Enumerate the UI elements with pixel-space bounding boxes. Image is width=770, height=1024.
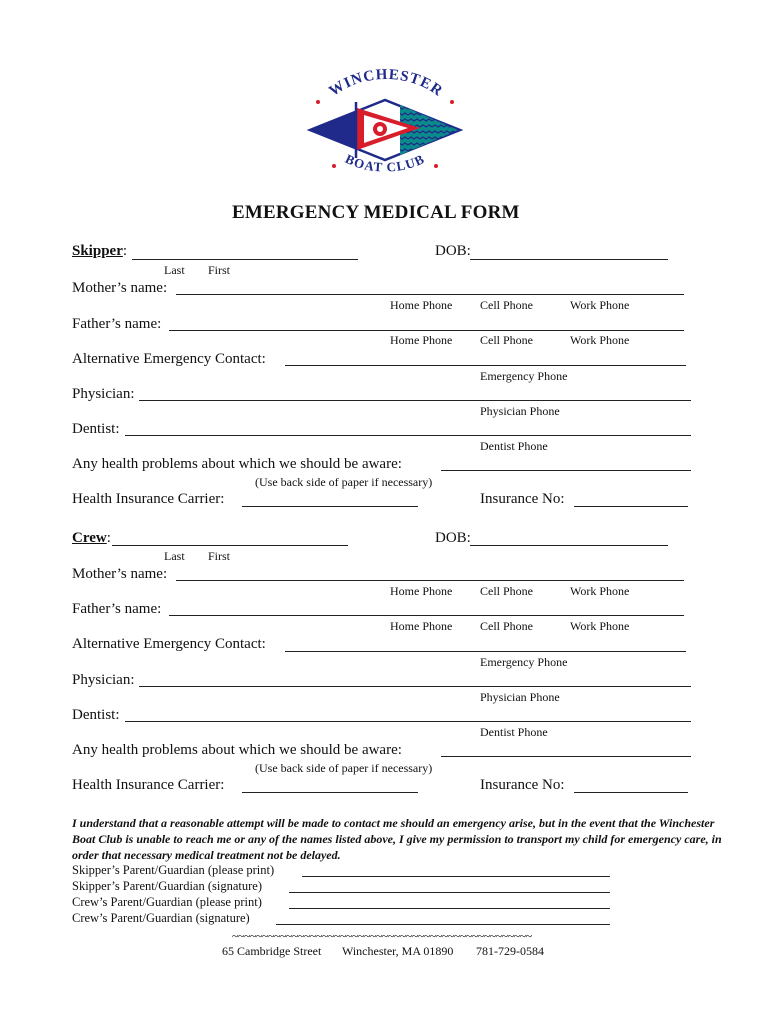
skipper-dentist-phone-label: Dentist Phone [480, 439, 548, 453]
logo-top-text: WINCHESTER [326, 66, 446, 100]
crew-father-label: Father’s name: [72, 601, 162, 617]
skipper-heading-row [72, 243, 127, 260]
crew-sign-field[interactable] [276, 924, 610, 925]
crew-mother-work-phone: Work Phone [570, 584, 630, 598]
skipper-first-label: First [208, 263, 231, 277]
skipper-back-side-note: (Use back side of paper if necessary) [255, 475, 433, 489]
skipper-father-work-phone: Work Phone [570, 333, 630, 347]
crew-colon: : [106, 530, 111, 546]
footer-city: Winchester, MA 01890 [342, 944, 454, 958]
crew-first-label: First [208, 549, 231, 563]
skipper-physician-label: Physician: [72, 386, 135, 402]
skipper-insurance-carrier-label: Health Insurance Carrier: [72, 491, 225, 507]
footer-divider: ~~~~~~~~~~~~~~~~~~~~~~~~~~~~~~~~~~~~~~~~~~~~~~~~~~ [232, 929, 532, 943]
skipper-dob-label: DOB: [435, 243, 471, 259]
skipper-last-label: Last [164, 263, 185, 277]
skipper-alt-contact-field[interactable] [285, 365, 686, 366]
skipper-father-cell-phone: Cell Phone [480, 333, 533, 347]
crew-mother-home-phone: Home Phone [390, 584, 453, 598]
skipper-alt-contact-label: Alternative Emergency Contact: [72, 351, 266, 367]
skipper-physician-field[interactable] [139, 400, 691, 401]
skipper-mother-field[interactable] [176, 294, 684, 295]
skipper-heading: Skipper [72, 243, 123, 259]
skipper-mother-work-phone: Work Phone [570, 298, 630, 312]
crew-print-label: Crew’s Parent/Guardian (please print) [72, 895, 262, 909]
skipper-father-label: Father’s name: [72, 316, 162, 332]
skipper-health-problems-field[interactable] [441, 470, 691, 471]
footer-street: 65 Cambridge Street [222, 944, 322, 958]
crew-father-cell-phone: Cell Phone [480, 619, 533, 633]
crew-insurance-no-label: Insurance No: [480, 777, 565, 793]
footer-phone: 781-729-0584 [476, 944, 544, 958]
skipper-physician-phone-label: Physician Phone [480, 404, 560, 418]
skipper-mother-home-phone: Home Phone [390, 298, 453, 312]
crew-dob-field[interactable] [470, 545, 668, 546]
skipper-father-field[interactable] [169, 330, 684, 331]
crew-insurance-carrier-field[interactable] [242, 792, 418, 793]
crew-mother-cell-phone: Cell Phone [480, 584, 533, 598]
skipper-dob-field[interactable] [470, 259, 668, 260]
crew-insurance-no-field[interactable] [574, 792, 688, 793]
svg-text:WINCHESTER [326, 67, 445, 100]
skipper-health-problems-label: Any health problems about which we should be aware: [72, 456, 402, 472]
crew-dentist-field[interactable] [125, 721, 691, 722]
crew-last-label: Last [164, 549, 185, 563]
crew-insurance-carrier-label: Health Insurance Carrier: [72, 777, 225, 793]
crew-heading: Crew [72, 530, 107, 546]
crew-physician-phone-label: Physician Phone [480, 690, 560, 704]
skipper-insurance-no-label: Insurance No: [480, 491, 565, 507]
skipper-colon: : [122, 243, 128, 259]
skipper-insurance-no-field[interactable] [574, 506, 688, 507]
skipper-mother-cell-phone: Cell Phone [480, 298, 533, 312]
skipper-sign-label: Skipper’s Parent/Guardian (signature) [72, 879, 262, 893]
crew-dob-label: DOB: [435, 530, 471, 546]
crew-heading-row [72, 530, 111, 547]
club-logo [300, 58, 470, 188]
skipper-dentist-field[interactable] [125, 435, 691, 436]
crew-name-field[interactable] [112, 545, 348, 546]
skipper-name-field[interactable] [132, 259, 358, 260]
crew-sign-label: Crew’s Parent/Guardian (signature) [72, 911, 250, 925]
crew-mother-label: Mother’s name: [72, 566, 168, 582]
skipper-print-field[interactable] [302, 876, 610, 877]
crew-alt-contact-label: Alternative Emergency Contact: [72, 636, 266, 652]
permission-statement: I understand that a reasonable attempt will be made to contact me should an emergency arise, but in the event that the Winchester Boat Club is unable to reach me or any of the names listed above, I give my permission to transport my child for emergency care, in order that necessary medical treatment not be delayed. [72, 816, 722, 862]
crew-physician-field[interactable] [139, 686, 691, 687]
crew-father-home-phone: Home Phone [390, 619, 453, 633]
skipper-mother-label: Mother’s name: [72, 280, 168, 296]
crew-physician-label: Physician: [72, 672, 135, 688]
crew-health-problems-label: Any health problems about which we should be aware: [72, 742, 402, 758]
crew-father-work-phone: Work Phone [570, 619, 630, 633]
skipper-dentist-label: Dentist: [72, 421, 120, 437]
skipper-sign-field[interactable] [289, 892, 610, 893]
crew-print-field[interactable] [289, 908, 610, 909]
crew-emergency-phone-label: Emergency Phone [480, 655, 568, 669]
skipper-emergency-phone-label: Emergency Phone [480, 369, 568, 383]
crew-mother-field[interactable] [176, 580, 684, 581]
crew-back-side-note: (Use back side of paper if necessary) [255, 761, 433, 775]
crew-alt-contact-field[interactable] [285, 651, 686, 652]
skipper-insurance-carrier-field[interactable] [242, 506, 418, 507]
crew-health-problems-field[interactable] [441, 756, 691, 757]
logo-bottom-text: BOAT CLUB [342, 151, 428, 175]
page-title: EMERGENCY MEDICAL FORM [232, 202, 520, 223]
skipper-father-home-phone: Home Phone [390, 333, 453, 347]
skipper-print-label: Skipper’s Parent/Guardian (please print) [72, 863, 275, 877]
logo-graphic [300, 58, 470, 188]
crew-dentist-label: Dentist: [72, 707, 120, 723]
crew-father-field[interactable] [169, 615, 684, 616]
svg-text:BOAT CLUB [343, 151, 427, 175]
crew-dentist-phone-label: Dentist Phone [480, 725, 548, 739]
